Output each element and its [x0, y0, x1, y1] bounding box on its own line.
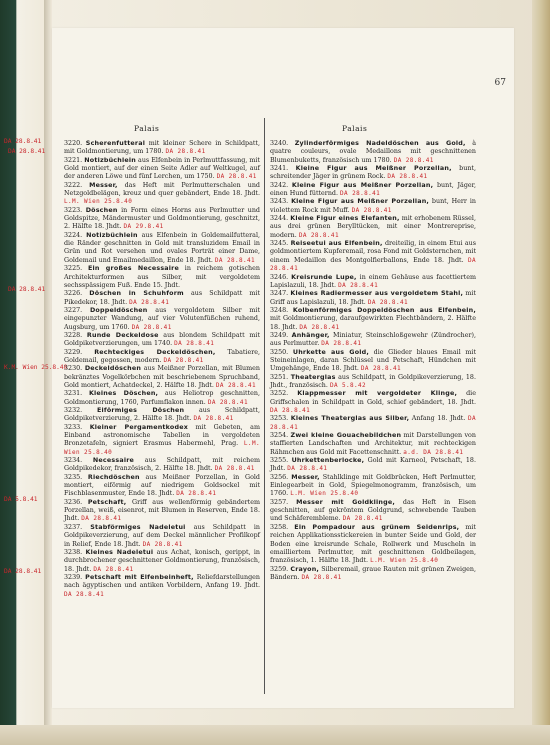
handwritten-annotation: DA 28.8.41: [174, 340, 215, 348]
lot-description: aus Achat, konisch, gerippt, in durchbrochener geschnittener Goldmontierung, französisch, 18. Jhdt.: [64, 548, 260, 573]
lot-description: mit Goldmontierung, daraufgewirkten Flechtbändern, 2. Hälfte 18. Jhdt.: [270, 315, 476, 331]
lot-number: 3234.: [64, 457, 83, 465]
lot-description: aus Meißner Porzellan, mit Blumen bekränztes Vogelkörbchen mit beschriebenem Spruchband, Gold montiert, Achatdeckel, 2. Hälfte 18. Jhdt.: [64, 365, 260, 389]
handwritten-annotation: DA 28.8.41: [301, 573, 342, 581]
handwritten-annotation: DA 28.8.41: [215, 381, 257, 389]
lot-title: Kleine Figur aus Meißner Porzellan,: [291, 181, 434, 189]
lot-number: 3223.: [64, 206, 83, 214]
handwritten-annotation: DA 28.8.41: [131, 323, 172, 331]
lot-description: in einem Gehäuse aus facettiertem Lapislazuli, 18. Jhdt.: [270, 273, 476, 289]
handwritten-annotation: DA 28.8.41: [81, 515, 122, 523]
lot-number: 3250.: [270, 348, 289, 356]
catalog-entry: [270, 165, 476, 182]
lot-description: Tabatiere, Goldemail, gegossen, modern.: [64, 348, 261, 364]
lot-description: Miniatur, Steinschloßgewehr (Zündrocher), aus Perlmutter.: [270, 331, 476, 348]
margin-note: K.M. Wien 25.8.40: [4, 364, 68, 371]
handwritten-annotation: DA 28.8.41: [176, 490, 217, 498]
handwritten-annotation: DA 28.8.41: [338, 281, 379, 289]
margin-note: DA 28.8.41: [8, 148, 46, 155]
lot-description: das Heft in Eisen geschnitten, auf gekröntem Goldgrund, schwebende Tauben und Schäferembleme.: [270, 498, 476, 523]
lot-description: aus Schildpatt, Goldpiketverzierung, 2. Hälfte 18. Jhdt.: [64, 407, 260, 423]
handwritten-annotation: DA 5.8.42: [329, 381, 367, 389]
catalog-page: [4, 28, 514, 708]
lot-title: Petschaft,: [87, 498, 127, 506]
lot-number: 3241.: [270, 165, 289, 173]
lot-title: Doppeldöschen: [89, 306, 148, 314]
lot-number: 3244.: [270, 215, 289, 223]
lot-title: Messer,: [291, 473, 320, 481]
book-gutter: [44, 0, 52, 745]
catalog-entry: [270, 349, 476, 374]
lot-number: 3249.: [270, 331, 289, 339]
catalog-entry: [64, 265, 260, 290]
lot-description: das Heft mit Perlmutterschalen und Netzgoldbelägen, kreuz und quer gebändert, Ende 18. Jhdt.: [64, 181, 260, 198]
handwritten-annotation: DA 28.8.41: [298, 231, 339, 239]
left-column-header: Palais: [134, 124, 160, 133]
lot-description: mit reichen Applikationsstickereien in bunter Seide und Gold, der Boden eine kreisrunde Schale, Rollwerk und Muscheln in emailliertem Perlmutter, mit geschnittenen Goldbeilagen, französisch, 1. Hälfte 18. Jhdt.: [270, 523, 476, 565]
lot-number: 3238.: [64, 548, 83, 556]
catalog-entry: [64, 407, 260, 424]
handwritten-annotation: DA 28.8.41: [163, 356, 204, 364]
page-number: 67: [494, 78, 506, 88]
lot-title: Reiseetui aus Elfenbein,: [290, 240, 383, 248]
handwritten-annotation: DA 28.8.41: [342, 515, 383, 523]
catalog-entry: [64, 182, 260, 207]
lot-description: à quatre couleurs, ovale Medaillons mit geschnittenen Blumenbuketts, französisch um 1780.: [270, 140, 476, 164]
lot-number: 3242.: [270, 181, 289, 189]
handwritten-annotation: DA 28.8.41: [367, 298, 408, 306]
lot-description: aus vergoldetem Silber mit eingepunzter Wandung, auf vier Volutenfüßchen ruhend, Augsburg, um 1760.: [64, 306, 260, 331]
lot-number: 3256.: [270, 473, 289, 481]
handwritten-annotation: DA 28.8.41: [216, 173, 257, 181]
lot-number: 3220.: [64, 140, 83, 147]
column-divider: [264, 118, 265, 694]
margin-note: DA 28.8.41: [8, 286, 46, 293]
lot-number: 3232.: [64, 407, 83, 414]
lot-number: 3255.: [270, 457, 289, 465]
lot-title: Kleine Figur eines Elefanten,: [290, 215, 400, 223]
lot-title: Kleines Radiermesser aus vergoldetem Stahl,: [290, 290, 464, 298]
catalog-entry: [270, 432, 476, 457]
lot-description: aus Schildpatt mit Pikedekor, 18. Jhdt.: [64, 290, 260, 306]
lot-title: Döschen in Schuhform: [89, 290, 184, 298]
lot-number: 3230.: [64, 365, 83, 373]
lot-title: Anhänger,: [291, 331, 330, 339]
lot-number: 3240.: [270, 140, 289, 147]
lot-title: Zylinderförmiges Nadeldöschen aus Gold,: [294, 140, 466, 147]
catalog-entry: [270, 524, 476, 566]
lot-number: 3253.: [270, 415, 289, 423]
lot-title: Messer mit Goldklinge,: [296, 498, 395, 506]
handwritten-annotation: DA 28.8.41: [214, 256, 256, 264]
lot-description: in reichem gotischen Architekturformen aus Silber, mit vergoldetem sechsspässigem Fuß. Ende 15. Jhdt.: [64, 265, 260, 289]
lot-number: 3257.: [270, 498, 289, 506]
lot-number: 3258.: [270, 523, 289, 531]
catalog-entry: [270, 566, 476, 583]
lot-number: 3248.: [270, 306, 289, 314]
catalog-entry: [270, 499, 476, 524]
catalog-entry: [64, 207, 260, 232]
lot-description: aus Schildpatt, mit reichem Goldpikedekor, französisch, 2. Hälfte 18. Jhdt.: [64, 457, 260, 473]
lot-number: 3231.: [64, 390, 83, 398]
handwritten-annotation: DA 28.8.41: [207, 398, 248, 406]
handwritten-annotation: L.M. Wien 25.8.40: [64, 198, 133, 206]
lot-description: aus Heliotrop geschnitten, Goldmontierung, 1760, Parfumflakon innen.: [64, 390, 260, 406]
lot-title: Kreisrunde Lupe,: [291, 273, 357, 281]
catalog-entry: [64, 474, 260, 499]
catalog-entry: [64, 524, 260, 549]
lot-number: 3225.: [64, 265, 83, 273]
handwritten-annotation: DA 28.8.41: [93, 565, 134, 573]
lot-number: 3237.: [64, 523, 83, 531]
lot-description: mit Gebeten, am Einband astronomische Tabellen in vergoldeten Bronzetafeln, signiert Erasmus Habermehl, Prag.: [64, 423, 260, 448]
handwritten-annotation: DA 29.8.41: [123, 223, 164, 231]
lot-title: Petschaft mit Elfenbeinheft,: [85, 573, 194, 581]
catalog-entry: [270, 240, 476, 273]
catalog-entry: [270, 307, 476, 332]
handwritten-annotation: DA 28.8.41: [270, 256, 476, 273]
lot-description: Anfang 18. Jhdt.: [409, 415, 466, 423]
lot-number: 3252.: [270, 390, 289, 398]
lot-title: Notizbüchlein: [86, 231, 138, 239]
lot-description: bunt, Jäger, einen Hund fütternd.: [270, 181, 476, 198]
lot-description: aus Elfenbein in Goldemailfutteral, die Ränder geschnitten in Gold mit transluzidem Email in Grün und Rot versehen und ovales Porträt einer Dame, Goldemail und Emailmedaillon, Ende 18. Jhdt.: [64, 231, 260, 264]
margin-note: DA 28.8.41: [4, 138, 42, 145]
catalog-entry: [64, 549, 260, 574]
catalog-entry: [64, 349, 260, 366]
left-column: [64, 140, 260, 599]
margin-note: DA 5.8.41: [4, 496, 38, 503]
margin-note: DA 28.8.41: [4, 568, 42, 575]
catalog-entry: [270, 390, 476, 415]
handwritten-annotation: DA 28.8.41: [193, 415, 234, 423]
handwritten-annotation: L.M. Wien 25.8.40: [370, 557, 439, 565]
catalog-entry: [270, 274, 476, 291]
lot-number: 3226.: [64, 290, 83, 298]
lot-title: Kleiner Pergamentkodex: [89, 423, 189, 431]
lot-number: 3224.: [64, 231, 83, 239]
lot-description: aus Elfenbein in Perlmuttfassung, mit Gold montiert, auf der einen Seite Adler auf Weltkugel, auf der anderen Löwe und fünf Lerchen, um 1750.: [64, 156, 260, 181]
catalog-entry: [64, 157, 260, 182]
lot-number: 3245.: [270, 240, 289, 248]
lot-number: 3259.: [270, 565, 289, 573]
catalog-entry: [270, 474, 476, 499]
lot-number: 3246.: [270, 273, 289, 281]
lot-title: Crayon,: [290, 565, 320, 573]
handwritten-annotation: DA 28.8.41: [270, 415, 476, 431]
catalog-entry: [64, 424, 260, 457]
handwritten-annotation: DA 28.8.41: [393, 156, 434, 164]
handwritten-annotation: L.M. Wien 25.8.40: [290, 490, 359, 498]
handwritten-annotation: DA 28.8.41: [351, 206, 392, 214]
lot-description: aus Schildpatt in Goldpikeverzierung, auf dem Deckel männlicher Profilkopf in Relief, Ende 18. Jhdt.: [64, 523, 260, 548]
lot-title: Deckeldöschen: [84, 365, 142, 373]
catalog-entry: [270, 182, 476, 199]
lot-title: Eiförmiges Döschen: [96, 407, 185, 414]
catalog-entry: [64, 499, 260, 524]
lot-title: Kleine Figur aus Meißner Porzellan,: [295, 165, 452, 173]
catalog-entry: [64, 307, 260, 332]
lot-description: in Form eines Horns aus Perlmutter und Goldspitze, Mändermuster und Goldmontierung, geschnitzt, 2. Hälfte 18. Jhdt.: [64, 206, 260, 231]
catalog-entry: [64, 232, 260, 265]
lot-number: 3236.: [64, 498, 83, 506]
lot-number: 3221.: [64, 156, 83, 164]
lot-title: Uhrkette aus Gold,: [292, 348, 369, 356]
handwritten-annotation: DA 28.8.41: [340, 190, 381, 198]
lot-number: 3243.: [270, 198, 289, 206]
lot-description: bunt, Herr in violettem Rock mit Muff.: [270, 198, 476, 214]
handwritten-annotation: DA 28.8.41: [387, 173, 428, 181]
lot-description: mit erhobenem Rüssel, aus drei grünen Berylltücken, mit einer Montrereprise, modern.: [270, 215, 476, 239]
lot-number: 3228.: [64, 331, 83, 339]
handwritten-annotation: DA 28.8.41: [165, 148, 206, 156]
lot-title: Theaterglas: [290, 373, 336, 381]
lot-description: aus Meißner Porzellan, in Gold montiert, eiförmig auf niedrigem Goldsockel mit Fischblasenmuster, Ende 18. Jhdt.: [64, 473, 260, 498]
handwritten-annotation: DA 28.8.41: [214, 465, 255, 473]
lot-number: 3229.: [64, 348, 83, 356]
catalog-entry: [270, 415, 476, 432]
handwritten-annotation: a.d. DA 28.8.41: [403, 448, 464, 456]
lot-title: Döschen: [85, 206, 118, 214]
lot-number: 3227.: [64, 306, 83, 314]
lot-title: Ein Pompadour aus grünem Seidenrips,: [294, 523, 460, 531]
lot-number: 3251.: [270, 373, 289, 381]
catalog-entry: [270, 374, 476, 391]
lot-title: Uhrkettenberlocke,: [291, 457, 365, 465]
lot-description: aus blondem Schildpatt mit Goldpiketverzierungen, um 1740.: [64, 331, 260, 348]
catalog-entry: [270, 290, 476, 307]
previous-page-edge: [0, 0, 46, 745]
catalog-entry: [64, 140, 260, 157]
catalog-entry: [270, 332, 476, 349]
catalog-entry: [64, 390, 260, 407]
lot-title: Kleines Nadeletui: [85, 548, 154, 556]
lot-description: Reliefdarstellungen nach ägyptischen und antiken Vorbildern, Anfang 19. Jhdt.: [64, 573, 260, 590]
lot-description: mit Darstellungen von staffierten Landschaften und Architektur, mit rechteckigen Rähmchen aus Gold mit Facettenschnitt.: [270, 432, 476, 456]
catalog-entry: [270, 215, 476, 240]
handwritten-annotation: L.M. Wien 25.8.40: [64, 440, 260, 456]
catalog-entry: [64, 574, 260, 599]
lot-description: dreiteilig, in einem Etui aus goldmontiertem Kupferemail, rosa Fond mit Goldsternchen, mit einem Medaillon des Montgolfierballons, Ende 18. Jhdt.: [270, 240, 476, 264]
lot-title: Kleines Theaterglas aus Silber,: [290, 415, 410, 423]
lot-title: Kleines Döschen,: [88, 390, 159, 398]
lot-description: Griff aus wellenförmig gebändertem Porzellan, weiß, eisenrot, mit Blumen in Reserven, Ende 18. Jhdt.: [64, 498, 260, 523]
lot-title: Runde Deckeldose: [86, 331, 159, 339]
lot-number: 3247.: [270, 290, 289, 298]
catalog-entry: [270, 140, 476, 165]
lot-description: mit kleiner Schere in Schildpatt, mit Goldmontierung, um 1780.: [64, 140, 260, 156]
right-column: [270, 140, 476, 582]
lot-number: 3222.: [64, 181, 83, 189]
handwritten-annotation: DA 28.8.41: [287, 465, 328, 473]
lot-description: bunt, schreitender Jäger in grünem Rock.: [270, 165, 476, 181]
catalog-entry: [270, 198, 476, 215]
lot-title: Stabförmiges Nadeletui: [90, 523, 186, 531]
lot-number: 3254.: [270, 432, 289, 440]
handwritten-annotation: DA 28.8.41: [299, 323, 340, 331]
lot-title: Kleine Figur aus Meißner Porzellan,: [291, 198, 430, 206]
lot-description: Silberemail, graue Rauten mit grünen Zweigen, Bändern.: [270, 565, 476, 581]
catalog-entry: [270, 457, 476, 474]
handwritten-annotation: DA 28.8.41: [360, 365, 402, 373]
catalog-entry: [64, 365, 260, 390]
lot-title: Klappmesser mit vergoldeter Klinge,: [297, 390, 458, 398]
catalog-entry: [64, 457, 260, 474]
lot-description: mit Griff aus Lapislazuli, 18. Jhdt.: [270, 290, 476, 306]
handwritten-annotation: DA 28.8.41: [321, 340, 362, 348]
lot-number: 3233.: [64, 423, 83, 431]
lot-title: Rechteckiges Deckeldöschen,: [94, 348, 216, 356]
catalog-entry: [64, 290, 260, 307]
lot-number: 3239.: [64, 573, 83, 581]
handwritten-annotation: DA 28.8.41: [142, 540, 183, 548]
lot-title: Notizbüchlein: [84, 156, 136, 164]
lot-title: Kolbenförmiges Doppeldöschen aus Elfenbein,: [292, 306, 476, 314]
lot-number: 3235.: [64, 473, 83, 481]
lot-title: Ein großes Necessaire: [87, 265, 179, 273]
catalog-entry: [64, 332, 260, 349]
lot-title: Scherenfutteral: [85, 140, 146, 147]
lot-title: Messer,: [89, 181, 118, 189]
handwritten-annotation: DA 28.8.41: [270, 407, 311, 414]
lot-description: die Glieder blaues Email mit Steineinlagen, daran Schlüssel und Petschaft, Hündchen mit Umgehänge, Ende 18. Jhdt.: [270, 348, 476, 373]
book-bottom-edge: [0, 725, 550, 745]
book-fore-edge: [532, 0, 550, 745]
handwritten-annotation: DA 28.8.41: [129, 298, 170, 306]
lot-description: die Griffschalen in Schildpatt in Gold, schief gebändert, 18. Jhdt.: [270, 390, 476, 406]
lot-description: Stahlklinge mit Goldbrücken, Heft Perlmutter, Einlegearbeit in Gold, Spiegelmonogramm, französisch, um 1760.: [270, 473, 476, 498]
lot-title: Necessaire: [92, 457, 135, 465]
right-column-header: Palais: [342, 124, 368, 133]
lot-title: Riechdöschen: [87, 473, 140, 481]
lot-description: Gold mit Karneol, Petschaft, 18. Jhdt.: [270, 457, 476, 473]
lot-description: aus Schildpatt, in Goldpikeverzierung, 18. Jhdt., französisch.: [270, 373, 476, 389]
lot-title: Zwei kleine Gouachebildchen: [290, 432, 402, 440]
handwritten-annotation: DA 28.8.41: [64, 590, 105, 598]
